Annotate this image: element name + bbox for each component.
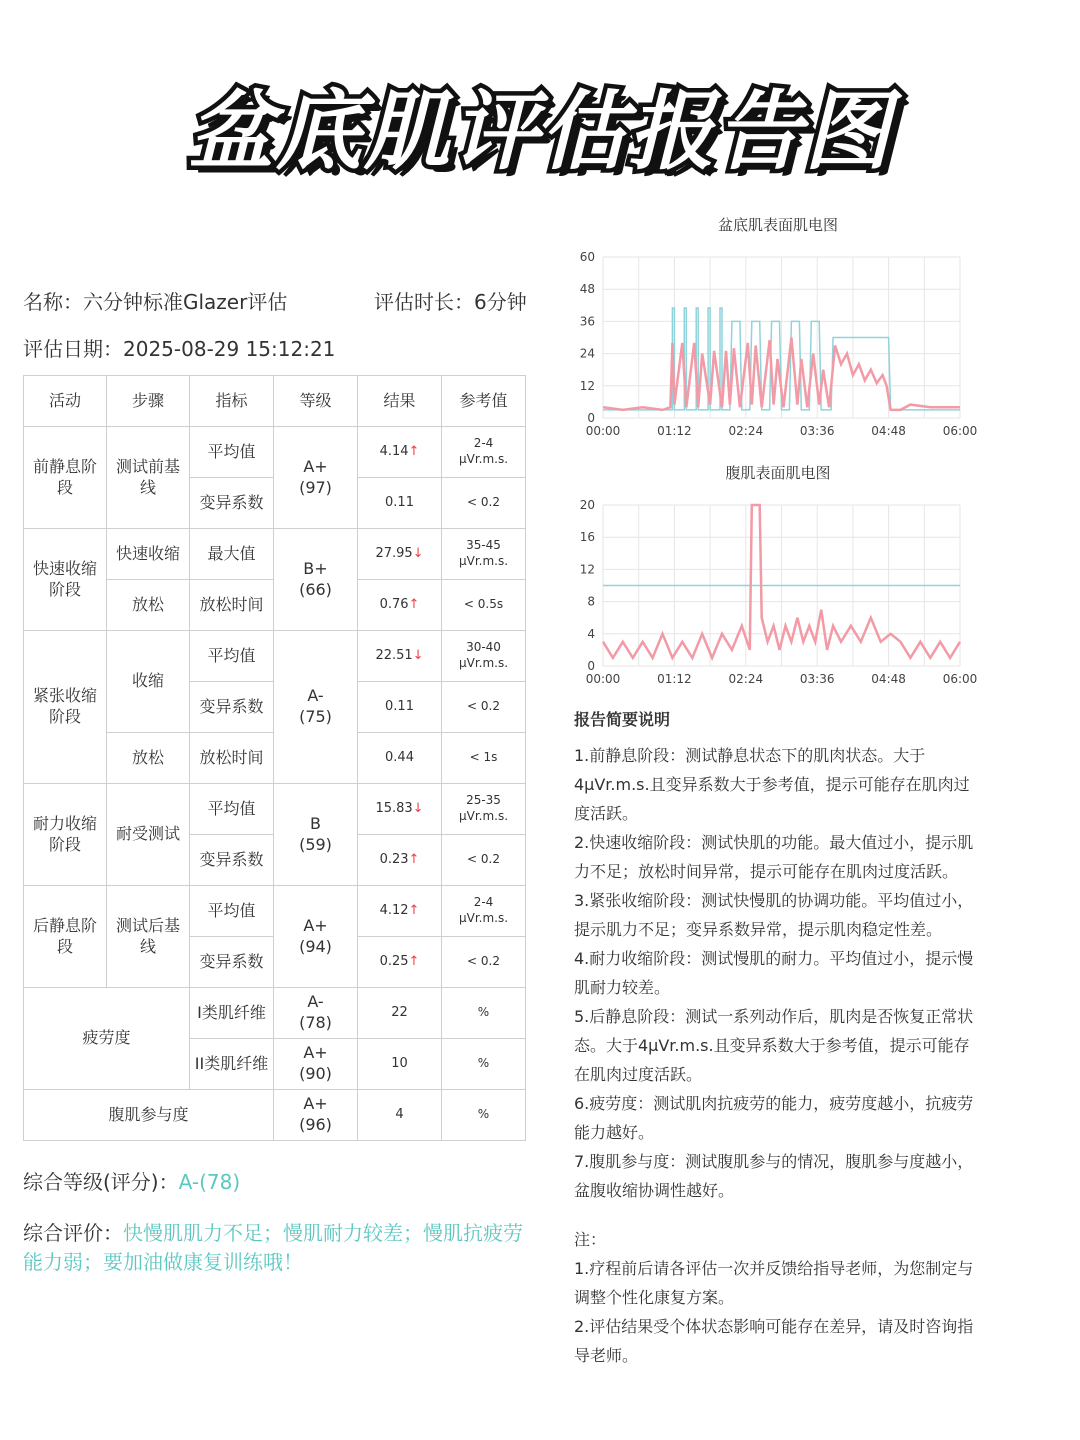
metric-cell: 放松时间 [190, 580, 274, 631]
result-cell [358, 784, 442, 835]
grade-score: (66) [299, 579, 332, 599]
reference-range: 25-35 [466, 793, 501, 808]
result-cell [358, 529, 442, 580]
remark-item: 2.评估结果受个体状态影响可能存在差异，请及时咨询指导老师。 [574, 1317, 974, 1365]
activity-cell: 后静息阶段 [24, 886, 107, 988]
activity-cell: 耐力收缩阶段 [24, 784, 107, 886]
x-tick-label: 04:48 [871, 424, 906, 438]
arrow-up-icon: ↑ [408, 851, 420, 867]
grade-cell [274, 1090, 358, 1141]
metric-cell: 平均值 [190, 631, 274, 682]
note-item: 2.快速收缩阶段：测试快肌的功能。最大值过小，提示肌力不足；放松时间异常，提示可能存在肌肉过度活跃。 [574, 833, 974, 881]
overall-evaluation-label: 综合评价： [23, 1221, 123, 1245]
notes-header: 报告简要说明 [574, 710, 671, 729]
header-result: 结果 [358, 376, 442, 427]
header-step: 步骤 [107, 376, 190, 427]
metric-cell: 变异系数 [190, 937, 274, 988]
overall-evaluation-value-1: 快慢肌肌力不足；慢肌耐力较差；慢肌抗疲劳 [123, 1221, 523, 1245]
table-row [24, 529, 526, 580]
grade-cell [274, 886, 358, 988]
overall-evaluation-value-2: 能力弱；要加油做康复训练哦！ [23, 1250, 303, 1274]
y-tick-label: 8 [587, 594, 595, 609]
result-cell [358, 631, 442, 682]
header-reference: 参考值 [442, 376, 526, 427]
pelvic-emg-chart [570, 240, 990, 450]
result-value: 27.95 [375, 545, 413, 561]
abdominal-chart-title: 腹肌表面肌电图 [725, 464, 831, 482]
result-cell [358, 937, 442, 988]
reference-unit: μVr.m.s. [458, 452, 509, 466]
grade-letter: A+ [303, 1094, 328, 1114]
x-tick-label: 02:24 [728, 672, 764, 686]
result-value: 0.23 [379, 851, 409, 867]
table-header-row [24, 376, 526, 427]
grade-cell [274, 529, 358, 631]
remark-item: 1.疗程前后请各评估一次并反馈给指导老师，为您制定与调整个性化康复方案。 [574, 1259, 974, 1307]
note-item: 7.腹肌参与度：测试腹肌参与的情况，腹肌参与度越小，盆腹收缩协调性越好。 [574, 1152, 974, 1200]
assessment-date: 评估日期：2025-08-29 15:12:21 [23, 337, 336, 361]
overall-grade-value: A-(78) [178, 1170, 241, 1194]
grade-cell [274, 631, 358, 784]
reference-range: 30-40 [466, 640, 501, 655]
result-value: 15.83 [375, 800, 413, 816]
metric-cell: I类肌纤维 [190, 988, 274, 1039]
arrow-down-icon: ↓ [412, 647, 424, 663]
y-tick-label: 12 [579, 562, 595, 577]
result-value: 0.25 [379, 953, 409, 969]
metric-cell: 最大值 [190, 529, 274, 580]
abdominal-emg-chart [570, 488, 990, 698]
assessment-duration: 评估时长：6分钟 [374, 290, 527, 314]
note-item: 4.耐力收缩阶段：测试慢肌的耐力。平均值过小，提示慢肌耐力较差。 [574, 949, 974, 997]
arrow-up-icon: ↑ [408, 953, 420, 969]
x-tick-label: 03:36 [799, 672, 835, 686]
reference-cell: < 1s [442, 733, 526, 784]
step-cell: 收缩 [107, 631, 190, 733]
grade-score: (97) [299, 477, 332, 497]
reference-cell: % [442, 988, 526, 1039]
activity-cell: 紧张收缩阶段 [24, 631, 107, 784]
page-title: 盆底肌评估报告图 [188, 82, 892, 182]
result-value: 0.76 [379, 596, 409, 612]
activity-cell: 快速收缩阶段 [24, 529, 107, 631]
reference-cell: % [442, 1090, 526, 1141]
result-cell [358, 478, 442, 529]
grade-letter: A+ [303, 1043, 328, 1063]
metric-cell: 平均值 [190, 784, 274, 835]
step-cell: 测试后基线 [107, 886, 190, 988]
grade-cell [274, 427, 358, 529]
step-cell: 测试前基线 [107, 427, 190, 529]
step-cell: 放松 [107, 733, 190, 784]
grade-score: (78) [299, 1013, 332, 1032]
result-cell: 10 [358, 1039, 442, 1090]
reference-range: 2-4 [473, 436, 494, 451]
reference-cell [442, 784, 526, 835]
fatigue-label: 疲劳度 [24, 988, 190, 1090]
abdominal-label: 腹肌参与度 [24, 1090, 274, 1141]
result-cell [358, 733, 442, 784]
reference-cell: < 0.2 [442, 835, 526, 886]
grade-score: (96) [299, 1115, 332, 1134]
y-tick-label: 24 [579, 346, 595, 361]
arrow-up-icon: ↑ [408, 902, 420, 918]
y-tick-label: 4 [587, 626, 595, 641]
notes-list [574, 741, 984, 1205]
header-grade: 等级 [274, 376, 358, 427]
grade-letter: A- [307, 686, 324, 706]
y-tick-label: 0 [587, 659, 595, 673]
reference-range: 35-45 [466, 538, 501, 553]
arrow-down-icon: ↓ [412, 800, 424, 816]
reference-cell [442, 631, 526, 682]
note-item: 3.紧张收缩阶段：测试快慢肌的协调功能。平均值过小，提示肌力不足；变异系数异常，提示肌肉稳定性差。 [574, 891, 974, 939]
y-tick-label: 12 [579, 378, 595, 393]
reference-cell: < 0.2 [442, 937, 526, 988]
table-row [24, 1090, 526, 1141]
reference-range: 2-4 [473, 895, 494, 910]
reference-unit: μVr.m.s. [458, 911, 509, 925]
table-row [24, 886, 526, 937]
grade-letter: B [310, 813, 321, 833]
grade-cell [274, 1039, 358, 1090]
metric-cell: 变异系数 [190, 682, 274, 733]
reference-cell: % [442, 1039, 526, 1090]
metric-cell: 变异系数 [190, 478, 274, 529]
assessment-name: 名称：六分钟标准Glazer评估 [23, 290, 288, 314]
grade-letter: B+ [303, 558, 328, 578]
table-row [24, 988, 526, 1039]
note-item: 6.疲劳度：测试肌肉抗疲劳的能力，疲劳度越小，抗疲劳能力越好。 [574, 1094, 974, 1142]
reference-unit: μVr.m.s. [458, 809, 509, 823]
grade-letter: A+ [303, 915, 328, 935]
assessment-table [23, 375, 526, 1141]
grade-score: (94) [299, 936, 332, 956]
result-cell: 4 [358, 1090, 442, 1141]
result-value: 0.11 [385, 494, 414, 510]
metric-cell: 变异系数 [190, 835, 274, 886]
activity-cell: 前静息阶段 [24, 427, 107, 529]
reference-cell [442, 529, 526, 580]
x-tick-label: 00:00 [585, 424, 621, 438]
result-cell [358, 886, 442, 937]
note-item: 1.前静息阶段：测试静息状态下的肌肉状态。大于4μVr.m.s.且变异系数大于参考值，提示可能存在肌肉过度活跃。 [574, 746, 970, 823]
table-row [24, 784, 526, 835]
grade-score: (90) [299, 1064, 332, 1083]
step-cell: 放松 [107, 580, 190, 631]
reference-cell [442, 427, 526, 478]
result-cell [358, 427, 442, 478]
result-value: 0.11 [385, 698, 414, 714]
reference-unit: μVr.m.s. [458, 554, 509, 568]
arrow-up-icon: ↑ [408, 443, 420, 459]
metric-cell: 平均值 [190, 886, 274, 937]
x-tick-label: 01:12 [657, 672, 692, 686]
result-value: 22.51 [375, 647, 413, 663]
result-value: 4.14 [379, 443, 409, 459]
reference-cell: < 0.2 [442, 682, 526, 733]
grade-score: (75) [299, 707, 332, 726]
result-cell: 22 [358, 988, 442, 1039]
result-cell [358, 682, 442, 733]
x-tick-label: 02:24 [728, 424, 764, 438]
grade-cell [274, 784, 358, 886]
y-tick-label: 20 [579, 498, 595, 512]
note-item: 5.后静息阶段：测试一系列动作后，肌肉是否恢复正常状态。大于4μVr.m.s.且变异系数大于参考值，提示可能存在肌肉过度活跃。 [574, 1007, 974, 1084]
remarks-header: 注： [574, 1230, 607, 1249]
metric-cell: 平均值 [190, 427, 274, 478]
y-tick-label: 16 [579, 530, 595, 545]
reference-cell: < 0.5s [442, 580, 526, 631]
result-cell [358, 580, 442, 631]
result-value: 0.44 [385, 749, 414, 765]
result-value: 4.12 [379, 902, 409, 918]
y-tick-label: 36 [579, 314, 595, 329]
pelvic-chart-title: 盆底肌表面肌电图 [717, 216, 838, 234]
result-cell [358, 835, 442, 886]
grade-letter: A- [307, 992, 324, 1012]
x-tick-label: 03:36 [799, 424, 835, 438]
x-tick-label: 06:00 [942, 424, 978, 438]
step-cell: 快速收缩 [107, 529, 190, 580]
header-activity: 活动 [24, 376, 107, 427]
arrow-up-icon: ↑ [408, 596, 420, 612]
grade-score: (59) [299, 834, 332, 854]
header-metric: 指标 [190, 376, 274, 427]
metric-cell: 放松时间 [190, 733, 274, 784]
reference-cell: < 0.2 [442, 478, 526, 529]
reference-cell [442, 886, 526, 937]
grade-letter: A+ [303, 456, 328, 476]
grade-cell [274, 988, 358, 1039]
y-tick-label: 0 [587, 411, 595, 425]
step-cell: 耐受测试 [107, 784, 190, 886]
x-tick-label: 01:12 [657, 424, 692, 438]
table-row [24, 631, 526, 682]
y-tick-label: 48 [579, 282, 595, 297]
x-tick-label: 04:48 [871, 672, 906, 686]
table-row [24, 427, 526, 478]
metric-cell: II类肌纤维 [190, 1039, 274, 1090]
y-tick-label: 60 [579, 250, 595, 264]
reference-unit: μVr.m.s. [458, 656, 509, 670]
remarks-list [574, 1254, 984, 1370]
overall-grade [23, 1166, 240, 1195]
overall-evaluation [23, 1219, 533, 1277]
x-tick-label: 00:00 [585, 672, 621, 686]
arrow-down-icon: ↓ [412, 545, 424, 561]
x-tick-label: 06:00 [942, 672, 978, 686]
overall-grade-label: 综合等级(评分)： [23, 1170, 179, 1194]
